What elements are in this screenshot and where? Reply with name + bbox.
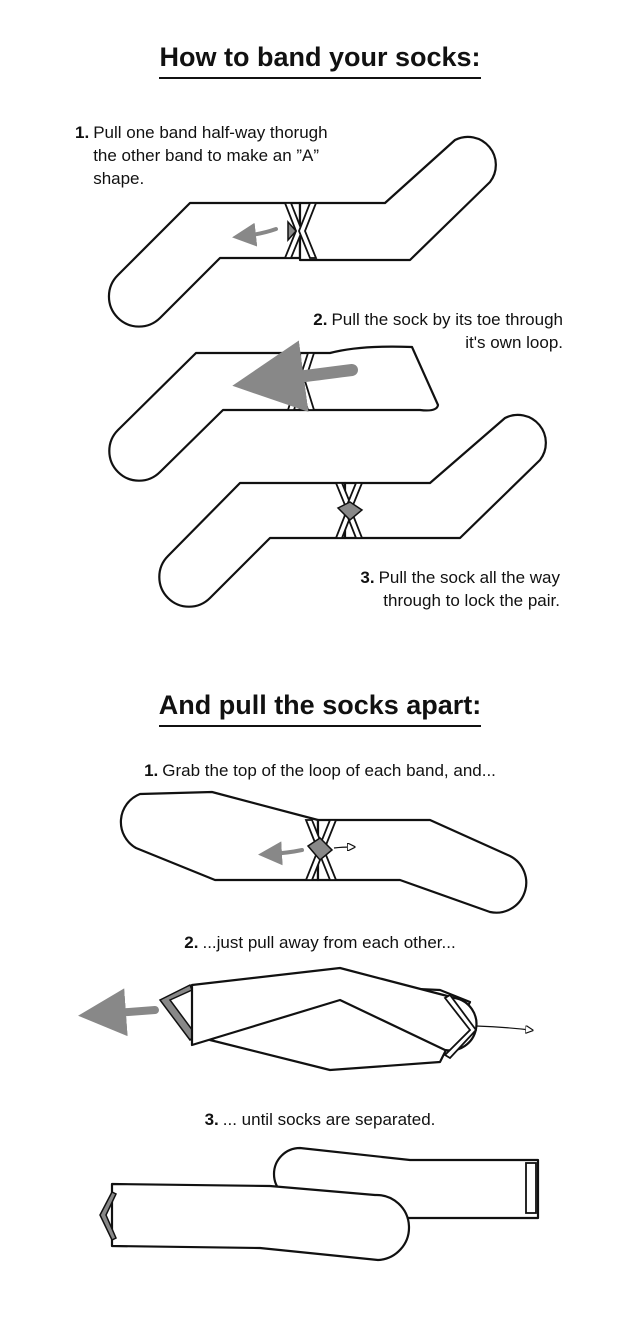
apart-step1-illustration xyxy=(121,792,526,913)
pull-arrow-right xyxy=(476,1026,530,1030)
sock-left xyxy=(121,792,318,880)
step-number: 3. xyxy=(204,1110,219,1129)
sock-left xyxy=(112,1184,409,1260)
step-text: Pull one band half-way thorugh the other band to make an ”A” shape. xyxy=(93,123,328,188)
step2-illustration xyxy=(109,347,438,481)
step-number: 2. xyxy=(184,933,199,952)
band-step-3 xyxy=(300,566,560,612)
section-title-band: How to band your socks: xyxy=(0,42,640,79)
apart-step2-illustration xyxy=(102,968,530,1070)
sock-right xyxy=(345,415,546,538)
step-number: 2. xyxy=(313,310,328,329)
step-number: 1. xyxy=(144,761,159,780)
step-text: Pull the sock by its toe through it's own loop. xyxy=(331,310,563,352)
apart-step-1 xyxy=(0,759,640,782)
step-number: 3. xyxy=(360,568,375,587)
apart-step-2 xyxy=(0,931,640,954)
step-number: 1. xyxy=(75,123,90,142)
apart-step3-illustration xyxy=(100,1148,538,1260)
section-title-apart: And pull the socks apart: xyxy=(0,690,640,727)
pull-arrow-left xyxy=(102,1010,155,1014)
step-text: Grab the top of the loop of each band, and... xyxy=(162,761,496,780)
apart-step-3 xyxy=(0,1108,640,1131)
band-left xyxy=(160,985,196,1040)
sock-left xyxy=(109,353,300,481)
step-text: ... until socks are separated. xyxy=(222,1110,436,1129)
band-step-2 xyxy=(250,308,563,354)
step-text: Pull the sock all the way through to lock the pair. xyxy=(378,568,560,610)
sock-right xyxy=(318,820,526,913)
step-text: ...just pull away from each other... xyxy=(202,933,456,952)
band-step-1 xyxy=(75,121,395,190)
